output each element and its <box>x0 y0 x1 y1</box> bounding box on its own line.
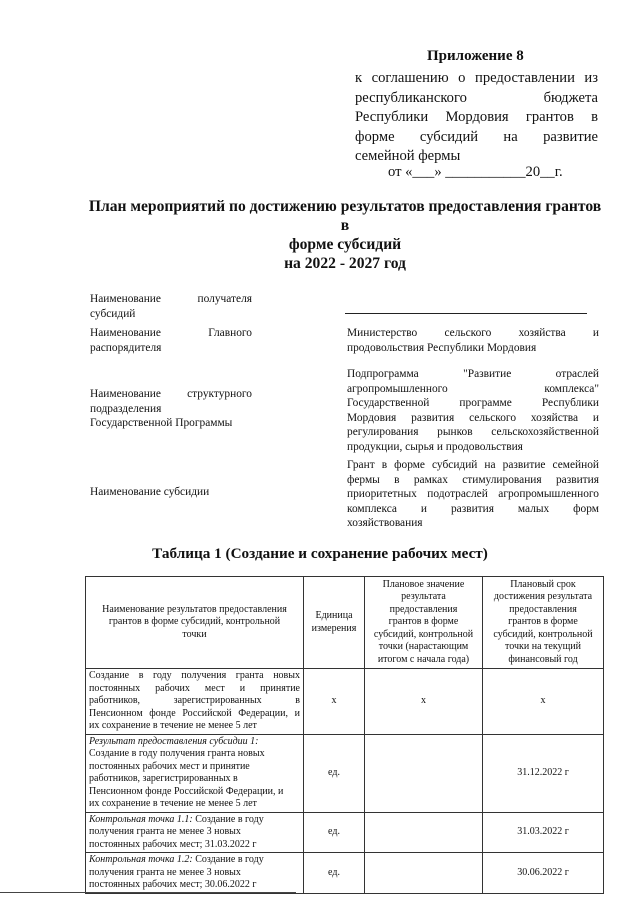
plan-date-cell: 31.12.2022 г <box>483 734 604 812</box>
label-line: Наименование структурного <box>90 388 252 400</box>
cell-line: их сохранение в течение не менее 5 лет <box>89 720 257 731</box>
cell-line: Пенсионном фонде Российской Федерации, и <box>89 785 284 797</box>
unit-cell: ед. <box>304 853 365 894</box>
label-line: распорядителя <box>90 341 162 354</box>
value-line: Министерство сельского хозяйства и <box>347 327 599 339</box>
cell-text: Создание в году <box>192 854 264 865</box>
value-line: Мордовия развития сельского хозяйства и <box>347 411 599 424</box>
footnote-separator <box>0 892 296 893</box>
cell-line: работников, зарегистрированных в <box>89 773 238 784</box>
table-row <box>86 812 604 853</box>
division-value <box>347 367 599 454</box>
cell-line: получения гранта не менее 3 новых <box>89 866 241 878</box>
value-line: комплекса и развития малых форм <box>347 502 599 515</box>
header-line: точки <box>182 628 207 640</box>
header-line: Наименование результатов предоставления <box>102 603 287 615</box>
header-line: достижения результата <box>493 591 593 603</box>
header-line: финансовый год <box>508 653 578 665</box>
plan-date-cell: 30.06.2022 г <box>483 853 604 894</box>
header-line: результата <box>401 591 446 603</box>
cell-line: их сохранение в течение не менее 5 лет <box>89 798 257 809</box>
cell-line: работников, зарегистрированных в <box>89 695 300 706</box>
header-line: точки на текущий <box>505 641 581 653</box>
recipient-label <box>90 292 252 321</box>
cell-line <box>89 854 300 867</box>
checkpoint-caption: Контрольная точка 1.1: <box>89 813 193 825</box>
header-line: грантов в форме <box>508 616 578 628</box>
cell-line: постоянных рабочих мест; 30.06.2022 г <box>89 879 257 890</box>
label-line: Наименование получателя <box>90 293 252 305</box>
plan-title-line: План мероприятий по достижению результатов предоставления грантов в <box>88 198 602 234</box>
header-line: итогом с начала года) <box>377 653 470 665</box>
appendix-line: семейной фермы <box>355 148 461 165</box>
table-row <box>86 734 604 812</box>
header-line: грантов в форме субсидий, контрольной <box>108 616 281 628</box>
label-line: подразделения <box>90 402 162 415</box>
manager-label <box>90 326 252 355</box>
cell-line: Создание в году получения гранта новых <box>89 670 300 681</box>
result-name-cell <box>86 812 304 853</box>
cell-line: Создание в году получения гранта новых <box>89 748 265 759</box>
plan-date-cell: x <box>483 669 604 735</box>
recipient-blank-line <box>345 313 587 314</box>
value-line: Государственной программе Республики <box>347 397 599 409</box>
appendix-line: форме субсидий на развитие <box>355 128 598 145</box>
value-line: фермы в рамках стимулирования развития <box>347 473 599 486</box>
header-line: субсидий, контрольной <box>373 628 474 640</box>
cell-line: постоянных рабочих мест и принятие <box>89 682 300 694</box>
result-name-cell <box>86 669 304 735</box>
appendix-line: Республики Мордовия грантов в <box>355 109 598 126</box>
label-line: Государственной Программы <box>90 417 233 429</box>
header-line: грантов в форме <box>388 616 459 628</box>
label-line: субсидий <box>90 307 136 320</box>
division-label <box>90 387 252 431</box>
header-line: Плановое значение <box>382 578 465 590</box>
unit-cell: x <box>304 669 365 735</box>
checkpoint-caption: Контрольная точка 1.2: <box>89 854 193 865</box>
value-line: приоритетных подотраслей агропромышленного <box>347 488 599 500</box>
cell-text: Создание в году <box>192 813 264 825</box>
header-plan-date <box>483 577 604 669</box>
cell-line: получения гранта не менее 3 новых <box>89 826 241 837</box>
value-line: продовольствия Республики Мордовия <box>347 341 537 354</box>
table-row <box>86 669 604 735</box>
cell-line: постоянных рабочих мест; 31.03.2022 г <box>89 838 257 850</box>
appendix-title: Приложение 8 <box>427 48 524 64</box>
result-caption: Результат предоставления субсидии 1: <box>89 735 259 747</box>
header-line: предоставления <box>389 603 458 615</box>
results-table <box>85 576 604 894</box>
plan-value-cell <box>365 853 483 894</box>
appendix-date-line: от «___» ___________20__г. <box>388 164 563 180</box>
label-line: Наименование Главного <box>90 327 252 339</box>
header-line: субсидий, контрольной <box>493 628 593 640</box>
value-line: продукции, сырья и продовольствия <box>347 440 523 453</box>
subsidy-value <box>347 458 599 531</box>
plan-date-cell: 31.03.2022 г <box>483 812 604 853</box>
value-line: хозяйствования <box>347 517 423 529</box>
cell-line: постоянных рабочих мест и принятие <box>89 760 250 772</box>
plan-value-cell <box>365 734 483 812</box>
plan-value-cell: x <box>365 669 483 735</box>
value-line: регулирования рынков сельскохозяйственной <box>347 426 599 438</box>
plan-value-cell <box>365 812 483 853</box>
plan-title <box>85 197 605 273</box>
header-line: точки (нарастающим <box>378 641 469 653</box>
header-line: Единица <box>315 610 353 621</box>
unit-cell: ед. <box>304 812 365 853</box>
header-line: предоставления <box>509 603 577 615</box>
plan-title-line: на 2022 - 2027 год <box>284 255 406 272</box>
appendix-line: республиканского бюджета <box>355 89 598 106</box>
header-plan-value <box>365 577 483 669</box>
result-name-cell <box>86 734 304 812</box>
unit-cell: ед. <box>304 734 365 812</box>
header-unit <box>304 577 365 669</box>
table-title: Таблица 1 (Создание и сохранение рабочих мест) <box>152 545 488 562</box>
result-name-cell <box>86 853 304 894</box>
manager-value <box>347 326 599 355</box>
header-line: Плановый срок <box>510 578 576 590</box>
label-line: Наименование субсидии <box>90 486 210 498</box>
table-row <box>86 853 604 894</box>
value-line: Грант в форме субсидий на развитие семейной <box>347 459 599 471</box>
appendix-line: к соглашению о предоставлении из <box>355 70 598 86</box>
table-header-row <box>86 577 604 669</box>
value-line: Подпрограмма "Развитие отраслей <box>347 368 599 380</box>
appendix-description <box>355 69 598 167</box>
header-line: измерения <box>311 622 357 634</box>
subsidy-label <box>90 485 290 500</box>
plan-title-line: форме субсидий <box>288 236 402 253</box>
value-line: агропромышленного комплекса" <box>347 382 599 395</box>
header-name <box>86 577 304 669</box>
cell-line <box>89 814 300 827</box>
cell-line: Пенсионном фонде Российской Федерации, и <box>89 707 300 719</box>
